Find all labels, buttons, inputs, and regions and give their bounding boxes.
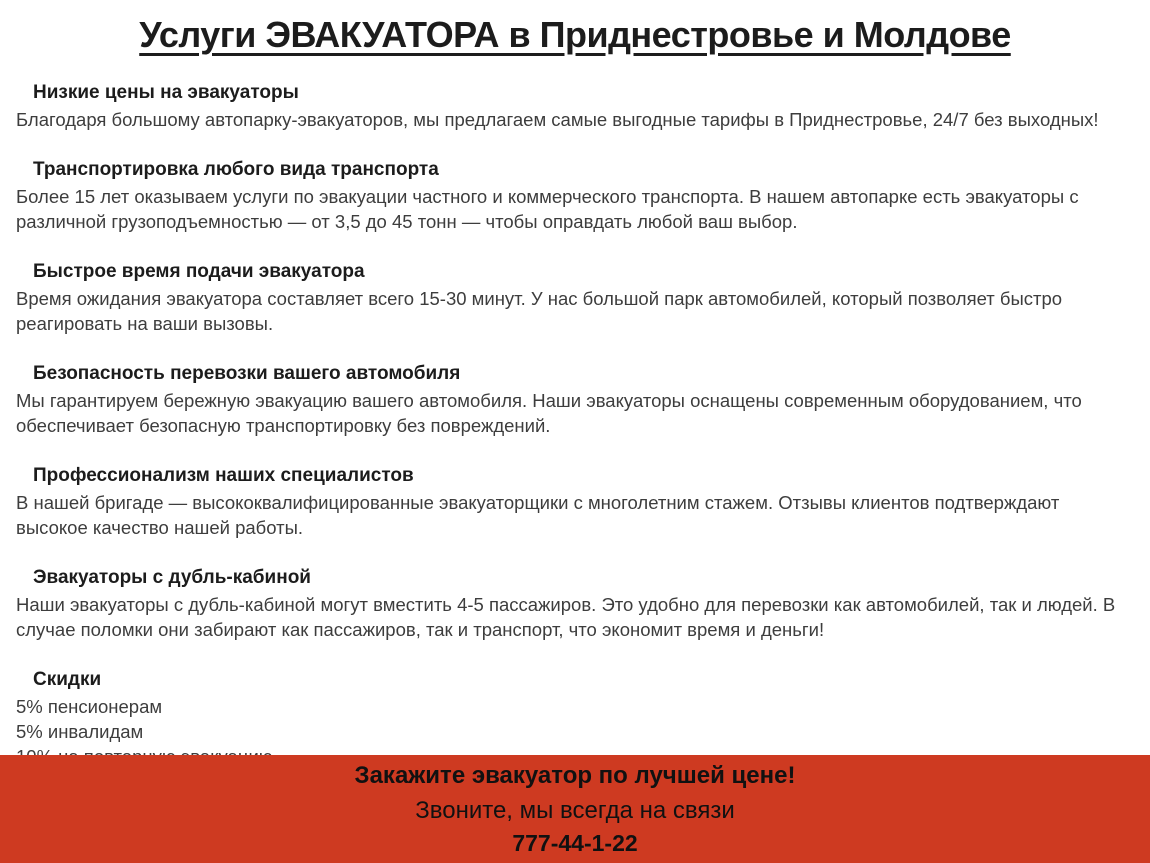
footer-phone-number: 777-44-1-22 [512,830,638,856]
discount-line-pensioners: 5% пенсионерам [16,696,163,717]
section-professionalism [16,465,1134,540]
section-heading: Безопасность перевозки вашего автомобиля [33,363,461,384]
section-low-prices [16,82,1134,132]
section-body: Наши эвакуаторы с дубль-кабиной могут вместить 4-5 пассажиров. Это удобно для перевозки как автомобилей, так и людей. В случае поломки они забирают как пассажиров, так и транспорт, что экономит время и деньги! [16,594,1116,640]
page-title: Услуги ЭВАКУАТОРА в Приднестровье и Молдове [139,14,1011,55]
section-double-cab [16,567,1134,642]
footer-headline: Закажите эвакуатор по лучшей цене! [354,762,796,789]
footer-subline: Звоните, мы всегда на связи [415,797,735,824]
section-heading: Скидки [33,669,102,690]
section-heading: Профессионализм наших специалистов [33,465,414,486]
content-area [0,82,1150,769]
section-heading: Быстрое время подачи эвакуатора [33,261,365,282]
section-fast-arrival [16,261,1134,336]
section-body: Время ожидания эвакуатора составляет всего 15-30 минут. У нас большой парк автомобилей, который позволяет быстро реагировать на ваши вызовы. [16,288,1063,334]
section-body: Благодаря большому автопарку-эвакуаторов, мы предлагаем самые выгодные тарифы в Приднестровье, 24/7 без выходных! [16,109,1099,130]
discount-line-disabled: 5% инвалидам [16,721,144,742]
section-body: Более 15 лет оказываем услуги по эвакуации частного и коммерческого транспорта. В нашем автопарке есть эвакуаторы с различной грузоподъемностью — от 3,5 до 45 тонн — чтобы оправдать любой ваш выбор. [16,186,1079,232]
section-discounts [16,669,1134,769]
section-body: В нашей бригаде — высококвалифицированные эвакуаторщики с многолетним стажем. Отзывы клиентов подтверждают высокое качество нашей работы. [16,492,1060,538]
section-safety [16,363,1134,438]
footer-cta [0,755,1150,863]
section-transport-types [16,159,1134,234]
section-heading: Транспортировка любого вида транспорта [33,159,439,180]
section-heading: Эвакуаторы с дубль-кабиной [33,567,311,588]
section-heading: Низкие цены на эвакуаторы [33,82,299,103]
section-body: Мы гарантируем бережную эвакуацию вашего автомобиля. Наши эвакуаторы оснащены современным оборудованием, что обеспечивает безопасную транспортировку без повреждений. [16,390,1082,436]
